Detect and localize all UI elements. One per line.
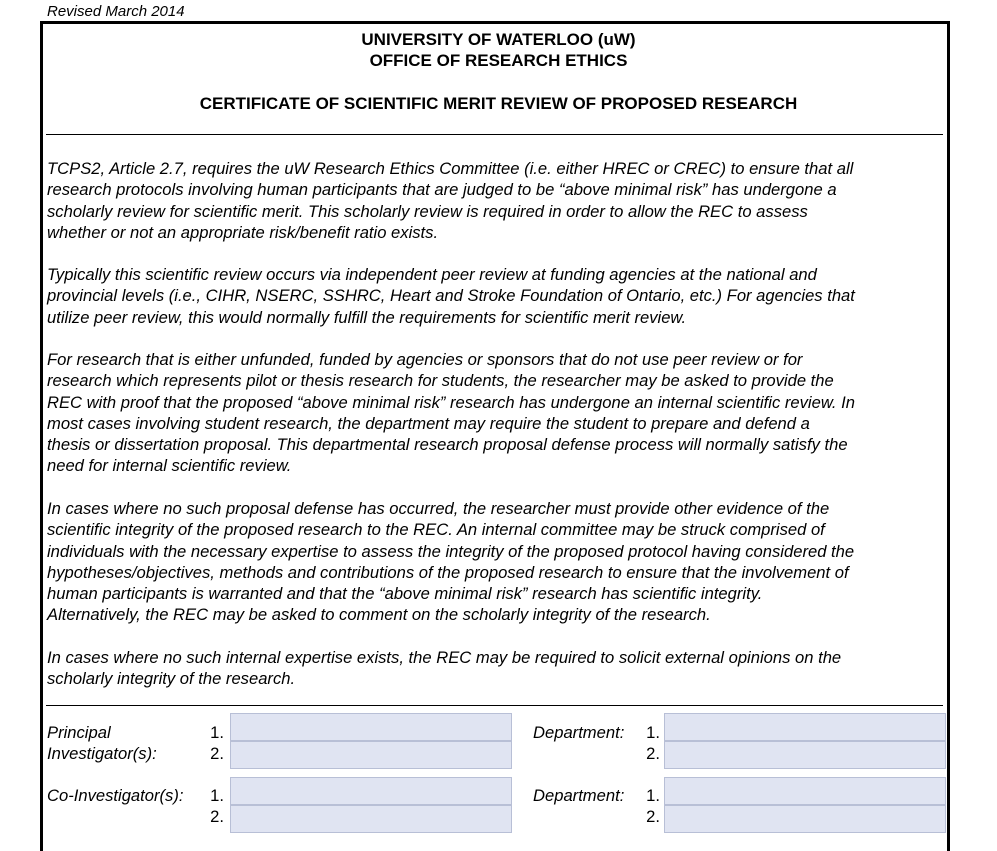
paragraph-line: need for internal scientific review. bbox=[47, 456, 292, 476]
paragraph-1 bbox=[47, 158, 947, 243]
paragraph-line: In cases where no such proposal defense has occurred, the researcher must provide other evidence of the bbox=[47, 499, 830, 518]
investigator-label: Investigator(s): bbox=[47, 744, 157, 763]
co-investigator-label: Co-Investigator(s): bbox=[47, 786, 184, 805]
paragraph-line: scholarly integrity of the research. bbox=[47, 669, 296, 689]
co-department-2-field[interactable] bbox=[664, 805, 946, 833]
pi-dept-number-2: 2. bbox=[646, 744, 660, 763]
paragraph-line: thesis or dissertation proposal. This departmental research proposal defense process will normally satisfy the bbox=[47, 435, 848, 455]
revised-date: Revised March 2014 bbox=[47, 3, 185, 20]
co-department-1-field[interactable] bbox=[664, 777, 946, 805]
paragraph-line: utilize peer review, this would normally fulfill the requirements for scientific merit review. bbox=[47, 307, 687, 327]
paragraph-line: whether or not an appropriate risk/benefit ratio exists. bbox=[47, 222, 439, 242]
co-dept-number-1: 1. bbox=[646, 786, 660, 805]
form-divider bbox=[46, 705, 943, 706]
paragraph-line: scholarly review for scientific merit. This scholarly review is required in order to allow the REC to assess bbox=[47, 201, 808, 221]
paragraph-line: human participants is warranted and that the “above minimal risk” research has scientific integrity. bbox=[47, 584, 763, 604]
co-department-label: Department: bbox=[533, 786, 625, 805]
co-number-1: 1. bbox=[210, 786, 224, 805]
paragraph-line: TCPS2, Article 2.7, requires the uW Research Ethics Committee (i.e. either HREC or CREC) to ensure that all bbox=[47, 159, 854, 178]
pi-department-1-field[interactable] bbox=[664, 713, 946, 741]
paragraph-3 bbox=[47, 349, 947, 477]
paragraph-line: research protocols involving human participants that are judged to be “above minimal risk” has undergone a bbox=[47, 180, 837, 200]
pi-2-field[interactable] bbox=[230, 741, 512, 769]
paragraph-line: most cases involving student research, the department may require the student to prepare and defend a bbox=[47, 413, 810, 433]
co-investigator-1-field[interactable] bbox=[230, 777, 512, 805]
pi-number-1: 1. bbox=[210, 723, 224, 742]
paragraph-line: In cases where no such internal expertise exists, the REC may be required to solicit external opinions on the bbox=[47, 648, 842, 667]
paragraph-line: hypotheses/objectives, methods and contributions of the proposed research to ensure that the involvement of bbox=[47, 562, 849, 582]
paragraph-2 bbox=[47, 264, 947, 328]
office-title: OFFICE OF RESEARCH ETHICS bbox=[369, 51, 628, 70]
paragraph-5 bbox=[47, 647, 947, 690]
co-dept-number-2: 2. bbox=[646, 807, 660, 826]
paragraph-line: research which represents pilot or thesis research for students, the researcher may be asked to provide the bbox=[47, 371, 834, 391]
pi-dept-number-1: 1. bbox=[646, 723, 660, 742]
paragraph-line: individuals with the necessary expertise to assess the integrity of the proposed protocol having considered the bbox=[47, 541, 855, 561]
paragraph-line: Typically this scientific review occurs via independent peer review at funding agencies at the national and bbox=[47, 265, 817, 284]
co-number-2: 2. bbox=[210, 807, 224, 826]
certificate-title: CERTIFICATE OF SCIENTIFIC MERIT REVIEW OF PROPOSED RESEARCH bbox=[199, 94, 798, 113]
university-title: UNIVERSITY OF WATERLOO (uW) bbox=[361, 30, 636, 49]
pi-department-label: Department: bbox=[533, 723, 625, 742]
pi-department-2-field[interactable] bbox=[664, 741, 946, 769]
paragraph-4 bbox=[47, 498, 947, 626]
paragraph-line: scientific integrity of the proposed research to the REC. An internal committee may be struck comprised of bbox=[47, 520, 825, 540]
paragraph-line: Alternatively, the REC may be asked to comment on the scholarly integrity of the research. bbox=[47, 605, 711, 625]
pi-1-field[interactable] bbox=[230, 713, 512, 741]
header-divider bbox=[46, 134, 943, 135]
paragraph-line: REC with proof that the proposed “above minimal risk” research has undergone an internal scientific review. In bbox=[47, 392, 855, 412]
paragraph-line: provincial levels (i.e., CIHR, NSERC, SSHRC, Heart and Stroke Foundation of Ontario, etc.) For agencies that bbox=[47, 286, 855, 306]
paragraph-line: For research that is either unfunded, funded by agencies or sponsors that do not use peer review or for bbox=[47, 350, 803, 369]
principal-label: Principal bbox=[47, 723, 111, 742]
co-investigator-2-field[interactable] bbox=[230, 805, 512, 833]
pi-number-2: 2. bbox=[210, 744, 224, 763]
